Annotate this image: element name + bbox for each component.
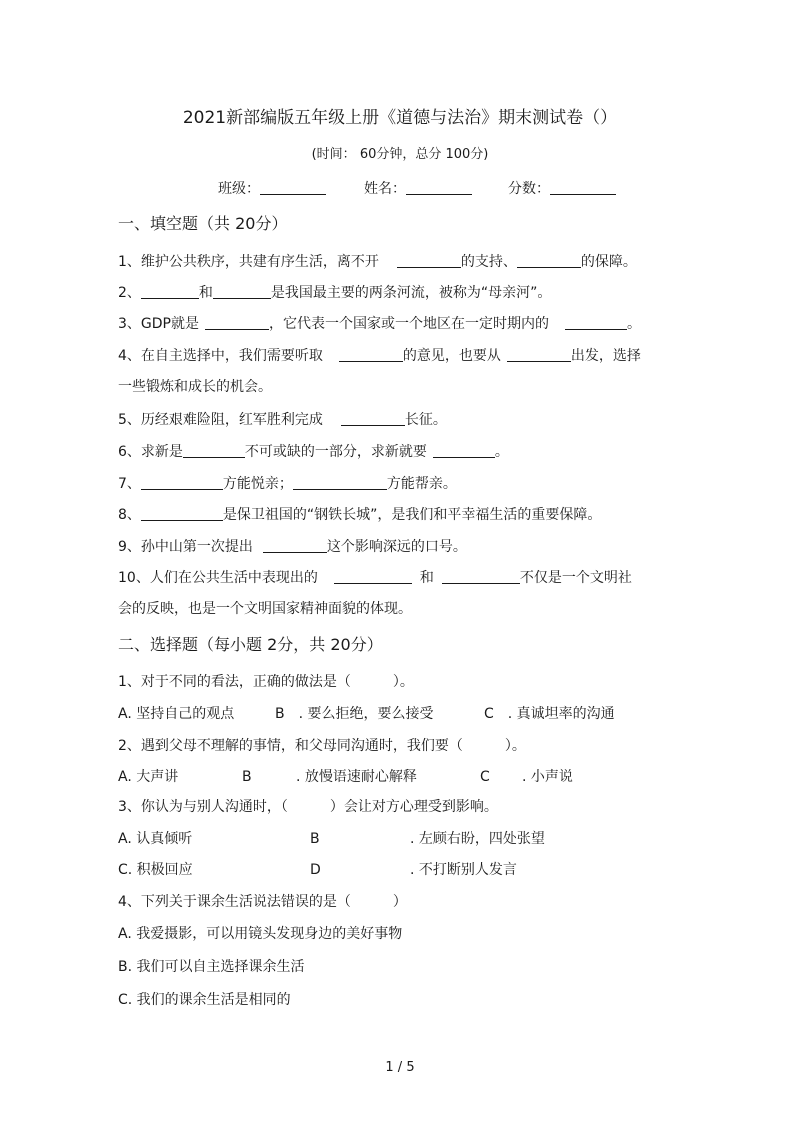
exam-time-info: (时间： 60分钟，总分 100分)	[311, 147, 489, 162]
option-a[interactable]: A. 我爱摄影，可以用镜头发现身边的美好事物	[118, 926, 403, 942]
option-c-text[interactable]: . 小声说	[522, 769, 573, 785]
question-1-7: 7、 方能悦亲； 方能帮亲。	[118, 476, 457, 492]
answer-blank[interactable]	[339, 346, 403, 362]
option-d-letter[interactable]: D	[310, 862, 321, 878]
page-number: 1 / 5	[385, 1060, 415, 1075]
option-b-letter[interactable]: B	[242, 769, 252, 785]
answer-blank[interactable]	[433, 442, 495, 458]
name-label: 姓名：	[364, 181, 406, 197]
answer-blank[interactable]	[213, 283, 271, 299]
option-c-letter[interactable]: C	[480, 769, 490, 785]
question-1-4-cont: 一些锻炼和成长的机会。	[118, 379, 272, 395]
option-c[interactable]: C. 积极回应	[118, 862, 193, 878]
answer-blank[interactable]	[397, 252, 461, 268]
question-1-5: 5、历经艰难险阻，红军胜利完成 长征。	[118, 412, 447, 428]
option-a[interactable]: A. 认真倾听	[118, 831, 193, 847]
question-1-9: 9、孙中山第一次提出 这个影响深远的口号。	[118, 539, 467, 555]
answer-blank[interactable]	[334, 568, 412, 584]
question-1-10: 10、人们在公共生活中表现出的 和 不仅是一个文明社	[118, 570, 632, 586]
option-b-text[interactable]: . 放慢语速耐心解释	[296, 769, 417, 785]
name-blank[interactable]	[406, 179, 472, 195]
score-blank[interactable]	[550, 179, 616, 195]
option-c[interactable]: C. 我们的课余生活是相同的	[118, 992, 291, 1008]
question-2-3: 3、你认为与别人沟通时，（ ）会让对方心理受到影响。	[118, 799, 498, 815]
question-1-4: 4、在自主选择中，我们需要听取 的意见，也要从 出发，选择	[118, 348, 641, 364]
question-2-2: 2、遇到父母不理解的事情，和父母同沟通时，我们要（ ）。	[118, 738, 526, 754]
option-d-text[interactable]: . 不打断别人发言	[410, 862, 517, 878]
answer-blank[interactable]	[205, 314, 269, 330]
option-b[interactable]: B . 要么拒绝，要么接受	[275, 706, 434, 722]
section-heading-choice: 二、选择题（每小题 2分，共 20分）	[118, 635, 383, 654]
question-1-6: 6、求新是 不可或缺的一部分，求新就要 。	[118, 444, 509, 460]
answer-blank[interactable]	[141, 283, 199, 299]
answer-blank[interactable]	[442, 568, 520, 584]
answer-blank[interactable]	[263, 537, 327, 553]
answer-blank[interactable]	[141, 505, 223, 521]
answer-blank[interactable]	[183, 442, 245, 458]
option-b-text[interactable]: . 左顾右盼，四处张望	[410, 831, 545, 847]
question-1-1: 1、维护公共秩序，共建有序生活，离不开 的支持、 的保障。	[118, 254, 637, 270]
page-title: 2021新部编版五年级上册《道德与法治》期末测试卷（）	[182, 108, 618, 128]
class-field	[218, 179, 326, 199]
question-1-2: 2、 和 是我国最主要的两条河流，被称为“母亲河”。	[118, 285, 552, 301]
option-c[interactable]: C . 真诚坦率的沟通	[484, 706, 615, 722]
question-1-8: 8、 是保卫祖国的“钢铁长城”，是我们和平幸福生活的重要保障。	[118, 507, 602, 523]
answer-blank[interactable]	[565, 314, 627, 330]
name-field	[364, 179, 472, 199]
score-field	[508, 179, 616, 199]
question-2-1: 1、对于不同的看法，正确的做法是（ ）。	[118, 674, 414, 690]
answer-blank[interactable]	[341, 410, 405, 426]
answer-blank[interactable]	[141, 474, 223, 490]
question-1-3: 3、GDP就是 ，它代表一个国家或一个地区在一定时期内的 。	[118, 316, 641, 332]
question-1-10-cont: 会的反映，也是一个文明国家精神面貌的体现。	[118, 601, 412, 617]
class-label: 班级：	[218, 181, 260, 197]
option-a[interactable]: A. 坚持自己的观点	[118, 706, 235, 722]
answer-blank[interactable]	[517, 252, 581, 268]
answer-blank[interactable]	[507, 346, 571, 362]
question-2-4: 4、下列关于课余生活说法错误的是（ ）	[118, 894, 407, 910]
answer-blank[interactable]	[293, 474, 387, 490]
option-a[interactable]: A. 大声讲	[118, 769, 179, 785]
class-blank[interactable]	[260, 179, 326, 195]
score-label: 分数：	[508, 181, 550, 197]
option-b-letter[interactable]: B	[310, 831, 320, 847]
option-b[interactable]: B. 我们可以自主选择课余生活	[118, 959, 305, 975]
section-heading-fill-in: 一、填空题（共 20分）	[118, 214, 288, 233]
